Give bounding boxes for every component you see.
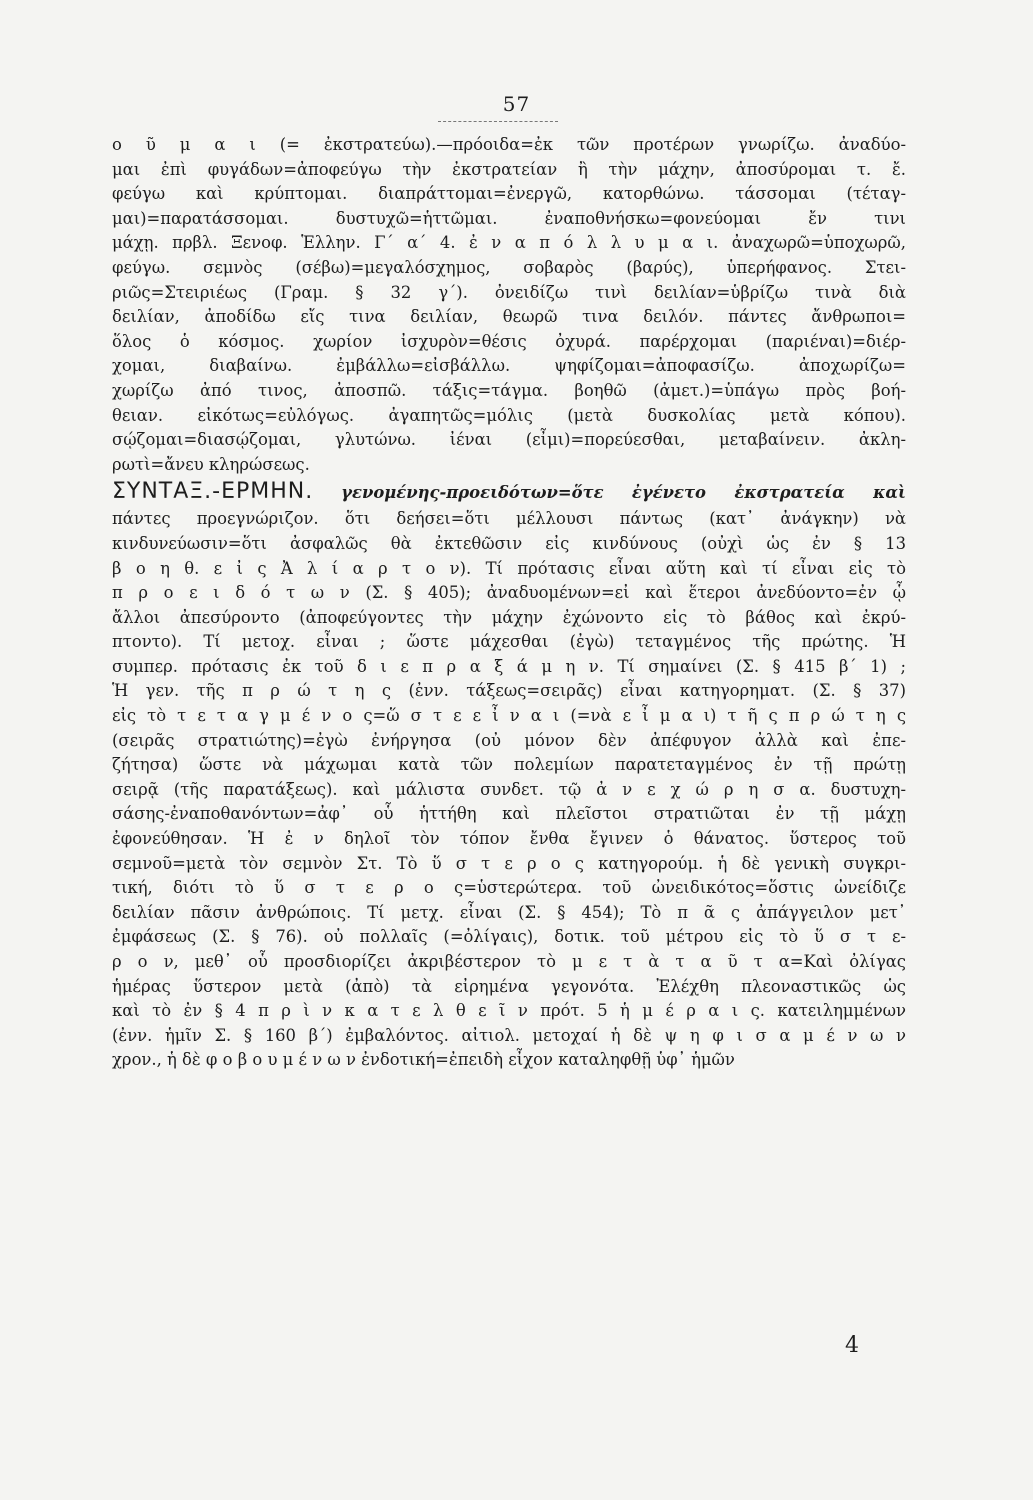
- text-line: μαι)=παρατάσσομαι. δυστυχῶ=ἡττῶμαι. ἐναποθνήσκω=φονεύομαι ἔν τινι: [112, 208, 906, 228]
- page-body: [112, 133, 906, 1073]
- text-line: φεύγω. σεμνὸς (σέβω)=μεγαλόσχημος, σοβαρὸς (βαρύς), ὑπερήφανος. Στει-: [112, 257, 906, 277]
- section-heading: ΣΥΝΤΑΞ.-ΕΡΜΗΝ.: [112, 479, 314, 505]
- text-line: σῴζομαι=διασῴζομαι, γλυτώνω. ἰέναι (εἶμι)=πορεύεσθαι, μεταβαίνειν. ἀκλη-: [112, 430, 906, 450]
- text-line: μάχῃ. πρβλ. Ξενοφ. Ἑλλην. Γ΄ α΄ 4. ἐ ν α π ό λ λ υ μ α ι. ἀναχωρῶ=ὑποχωρῶ,: [112, 233, 906, 253]
- text-line: ἐμφάσεως (Σ. § 76). οὐ πολλαῖς (=ὀλίγαις), δοτικ. τοῦ μέτρου εἰς τὸ ὕ σ τ ε-: [112, 927, 906, 947]
- text-line: εἰς τὸ τ ε τ α γ μ έ ν ο ς=ὥ σ τ ε ε ἶ ν α ι (=νὰ ε ἶ μ α ι) τ ῆ ς π ρ ώ τ η ς: [112, 706, 906, 726]
- text-line: πτοντο). Τί μετοχ. εἶναι ; ὥστε μάχεσθαι (ἐγὼ) τεταγμένος τῆς πρώτης. Ἡ: [112, 632, 906, 652]
- page-number: 57: [502, 92, 531, 116]
- text-line: π ρ ο ε ι δ ό τ ω ν (Σ. § 405); ἀναδυομένων=εἰ καὶ ἕτεροι ἀνεδύοντο=ἐν ᾧ: [112, 583, 906, 603]
- text-line: ριῶς=Στειριέως (Γραμ. § 32 γ΄). ὀνειδίζω τινὶ δειλίαν=ὑβρίζω τινὰ διὰ: [112, 282, 906, 302]
- section-line: [112, 477, 906, 507]
- text-line: φεύγω καὶ κρύπτομαι. διαπράττομαι=ἐνεργῶ, κατορθώνω. τάσσομαι (τέταγ-: [112, 184, 906, 204]
- text-line: δειλίαν πᾶσιν ἀνθρώποις. Τί μετχ. εἶναι (Σ. § 454); Τὸ π ᾶ ς ἀπάγγειλον μετ᾽: [112, 902, 906, 922]
- text-line: χωρίζω ἀπό τινος, ἀποσπῶ. τάξις=τάγμα. βοηθῶ (ἀμετ.)=ὑπάγω πρὸς βοή-: [112, 380, 906, 400]
- text-line: (ἐνν. ἡμῖν Σ. § 160 β΄) ἐμβαλόντος. αἰτιολ. μετοχαί ἡ δὲ ψ η φ ι σ α μ έ ν ω ν: [112, 1025, 906, 1045]
- text-line: ἐφονεύθησαν. Ἡ ἐ ν δηλοῖ τὸν τόπον ἔνθα ἔγινεν ὁ θάνατος. ὕστερος τοῦ: [112, 829, 906, 849]
- text-line: ρ ο ν, μεθ᾽ οὗ προσδιορίζει ἀκριβέστερον τὸ μ ε τ ὰ τ α ῦ τ α=Καὶ ὀλίγας: [112, 952, 906, 971]
- text-line: (σειρᾶς στρατιώτης)=ἐγὼ ἐνήργησα (οὐ μόνον δὲν ἀπέφυγον ἀλλὰ καὶ ἐπε-: [112, 730, 906, 750]
- text-line: σάσης-ἐναποθανόντων=ἀφ᾽ οὗ ἡττήθη καὶ πλεῖστοι στρατιῶται ἐν τῇ μάχῃ: [112, 804, 906, 824]
- footer-signature-mark: 4: [845, 1333, 859, 1358]
- text-line: συμπερ. πρότασις ἐκ τοῦ δ ι ε π ρ α ξ ά μ η ν. Τί σημαίνει (Σ. § 415 β΄ 1) ;: [112, 656, 906, 676]
- text-line: ὅλος ὁ κόσμος. χωρίον ἰσχυρὸν=θέσις ὀχυρά. παρέρχομαι (παριέναι)=διέρ-: [112, 331, 906, 351]
- text-line: ἡμέρας ὕστερον μετὰ (ἀπὸ) τὰ εἰρημένα γεγονότα. Ἐλέχθη πλεοναστικῶς ὡς: [112, 976, 906, 996]
- text-line: ζήτησα) ὥστε νὰ μάχωμαι κατὰ τῶν πολεμίων παρατεταγμένος ἐν τῇ πρώτῃ: [112, 755, 906, 775]
- text-line: μαι ἐπὶ φυγάδων=ἀποφεύγω τὴν ἐκστρατείαν ἢ τὴν μάχην, ἀποσύρομαι τ. ἔ.: [112, 159, 906, 179]
- text-line: πάντες προεγνώριζον. ὅτι δεήσει=ὅτι μέλλουσι πάντως (κατ᾽ ἀνάγκην) νὰ: [112, 509, 906, 529]
- text-line: καὶ τὸ ἐν § 4 π ρ ὶ ν κ α τ ε λ θ ε ῖ ν πρότ. 5 ἡ μ έ ρ α ι ς. κατειλημμένων: [112, 1001, 906, 1021]
- text-line: τική, διότι τὸ ὕ σ τ ε ρ ο ς=ὑστερώτερα. τοῦ ὠνειδικότος=ὅστις ὠνείδιζε: [112, 878, 906, 898]
- section-first-line: γενομένης-προειδότων=ὅτε ἐγένετο ἐκστρατεία καὶ: [341, 483, 906, 503]
- header-rule: [438, 121, 558, 122]
- text-line: θειαν. εἰκότως=εὐλόγως. ἀγαπητῶς=μόλις (μετὰ δυσκολίας μετὰ κόπου).: [112, 405, 906, 425]
- text-line: κινδυνεύωσιν=ὅτι ἀσφαλῶς θὰ ἐκτεθῶσιν εἰς κινδύνους (οὐχὶ ὡς ἐν § 13: [112, 533, 906, 553]
- text-line: χρον., ἡ δὲ φ ο β ο υ μ έ ν ω ν ἐνδοτική=ἐπειδὴ εἶχον καταληφθῇ ὑφ᾽ ἡμῶν: [112, 1050, 735, 1070]
- text-line: σειρᾷ (τῆς παρατάξεως). καὶ μάλιστα συνδετ. τῷ ἀ ν ε χ ώ ρ η σ α. δυστυχη-: [112, 779, 906, 799]
- text-line: Ἡ γεν. τῆς π ρ ώ τ η ς (ἐνν. τάξεως=σειρᾶς) εἶναι κατηγορηματ. (Σ. § 37): [112, 681, 906, 701]
- text-line: χομαι, διαβαίνω. ἐμβάλλω=εἰσβάλλω. ψηφίζομαι=ἀποφασίζω. ἀποχωρίζω=: [112, 356, 906, 376]
- text-line: δειλίαν, ἀποδίδω εἴς τινα δειλίαν, θεωρῶ τινα δειλόν. πάντες ἄνθρωποι=: [112, 307, 906, 327]
- text-line: ο ῦ μ α ι (= ἐκστρατεύω).—πρόοιδα=ἐκ τῶν προτέρων γνωρίζω. ἀναδύο-: [112, 135, 906, 154]
- text-line: ἄλλοι ἀπεσύροντο (ἀποφεύγοντες τὴν μάχην ἐχώνοντο εἰς τὸ βάθος καὶ ἐκρύ-: [112, 607, 906, 627]
- text-line: ρωτὶ=ἄνευ κληρώσεως.: [112, 454, 310, 474]
- text-line: σεμνοῦ=μετὰ τὸν σεμνὸν Στ. Τὸ ὕ σ τ ε ρ ο ς κατηγορούμ. ἡ δὲ γενικὴ συγκρι-: [112, 853, 906, 873]
- text-line: β ο η θ. ε ἰ ς Ἀ λ ί α ρ τ ο ν). Τί πρότασις εἶναι αὕτη καὶ τί εἶναι εἰς τὸ: [112, 558, 906, 578]
